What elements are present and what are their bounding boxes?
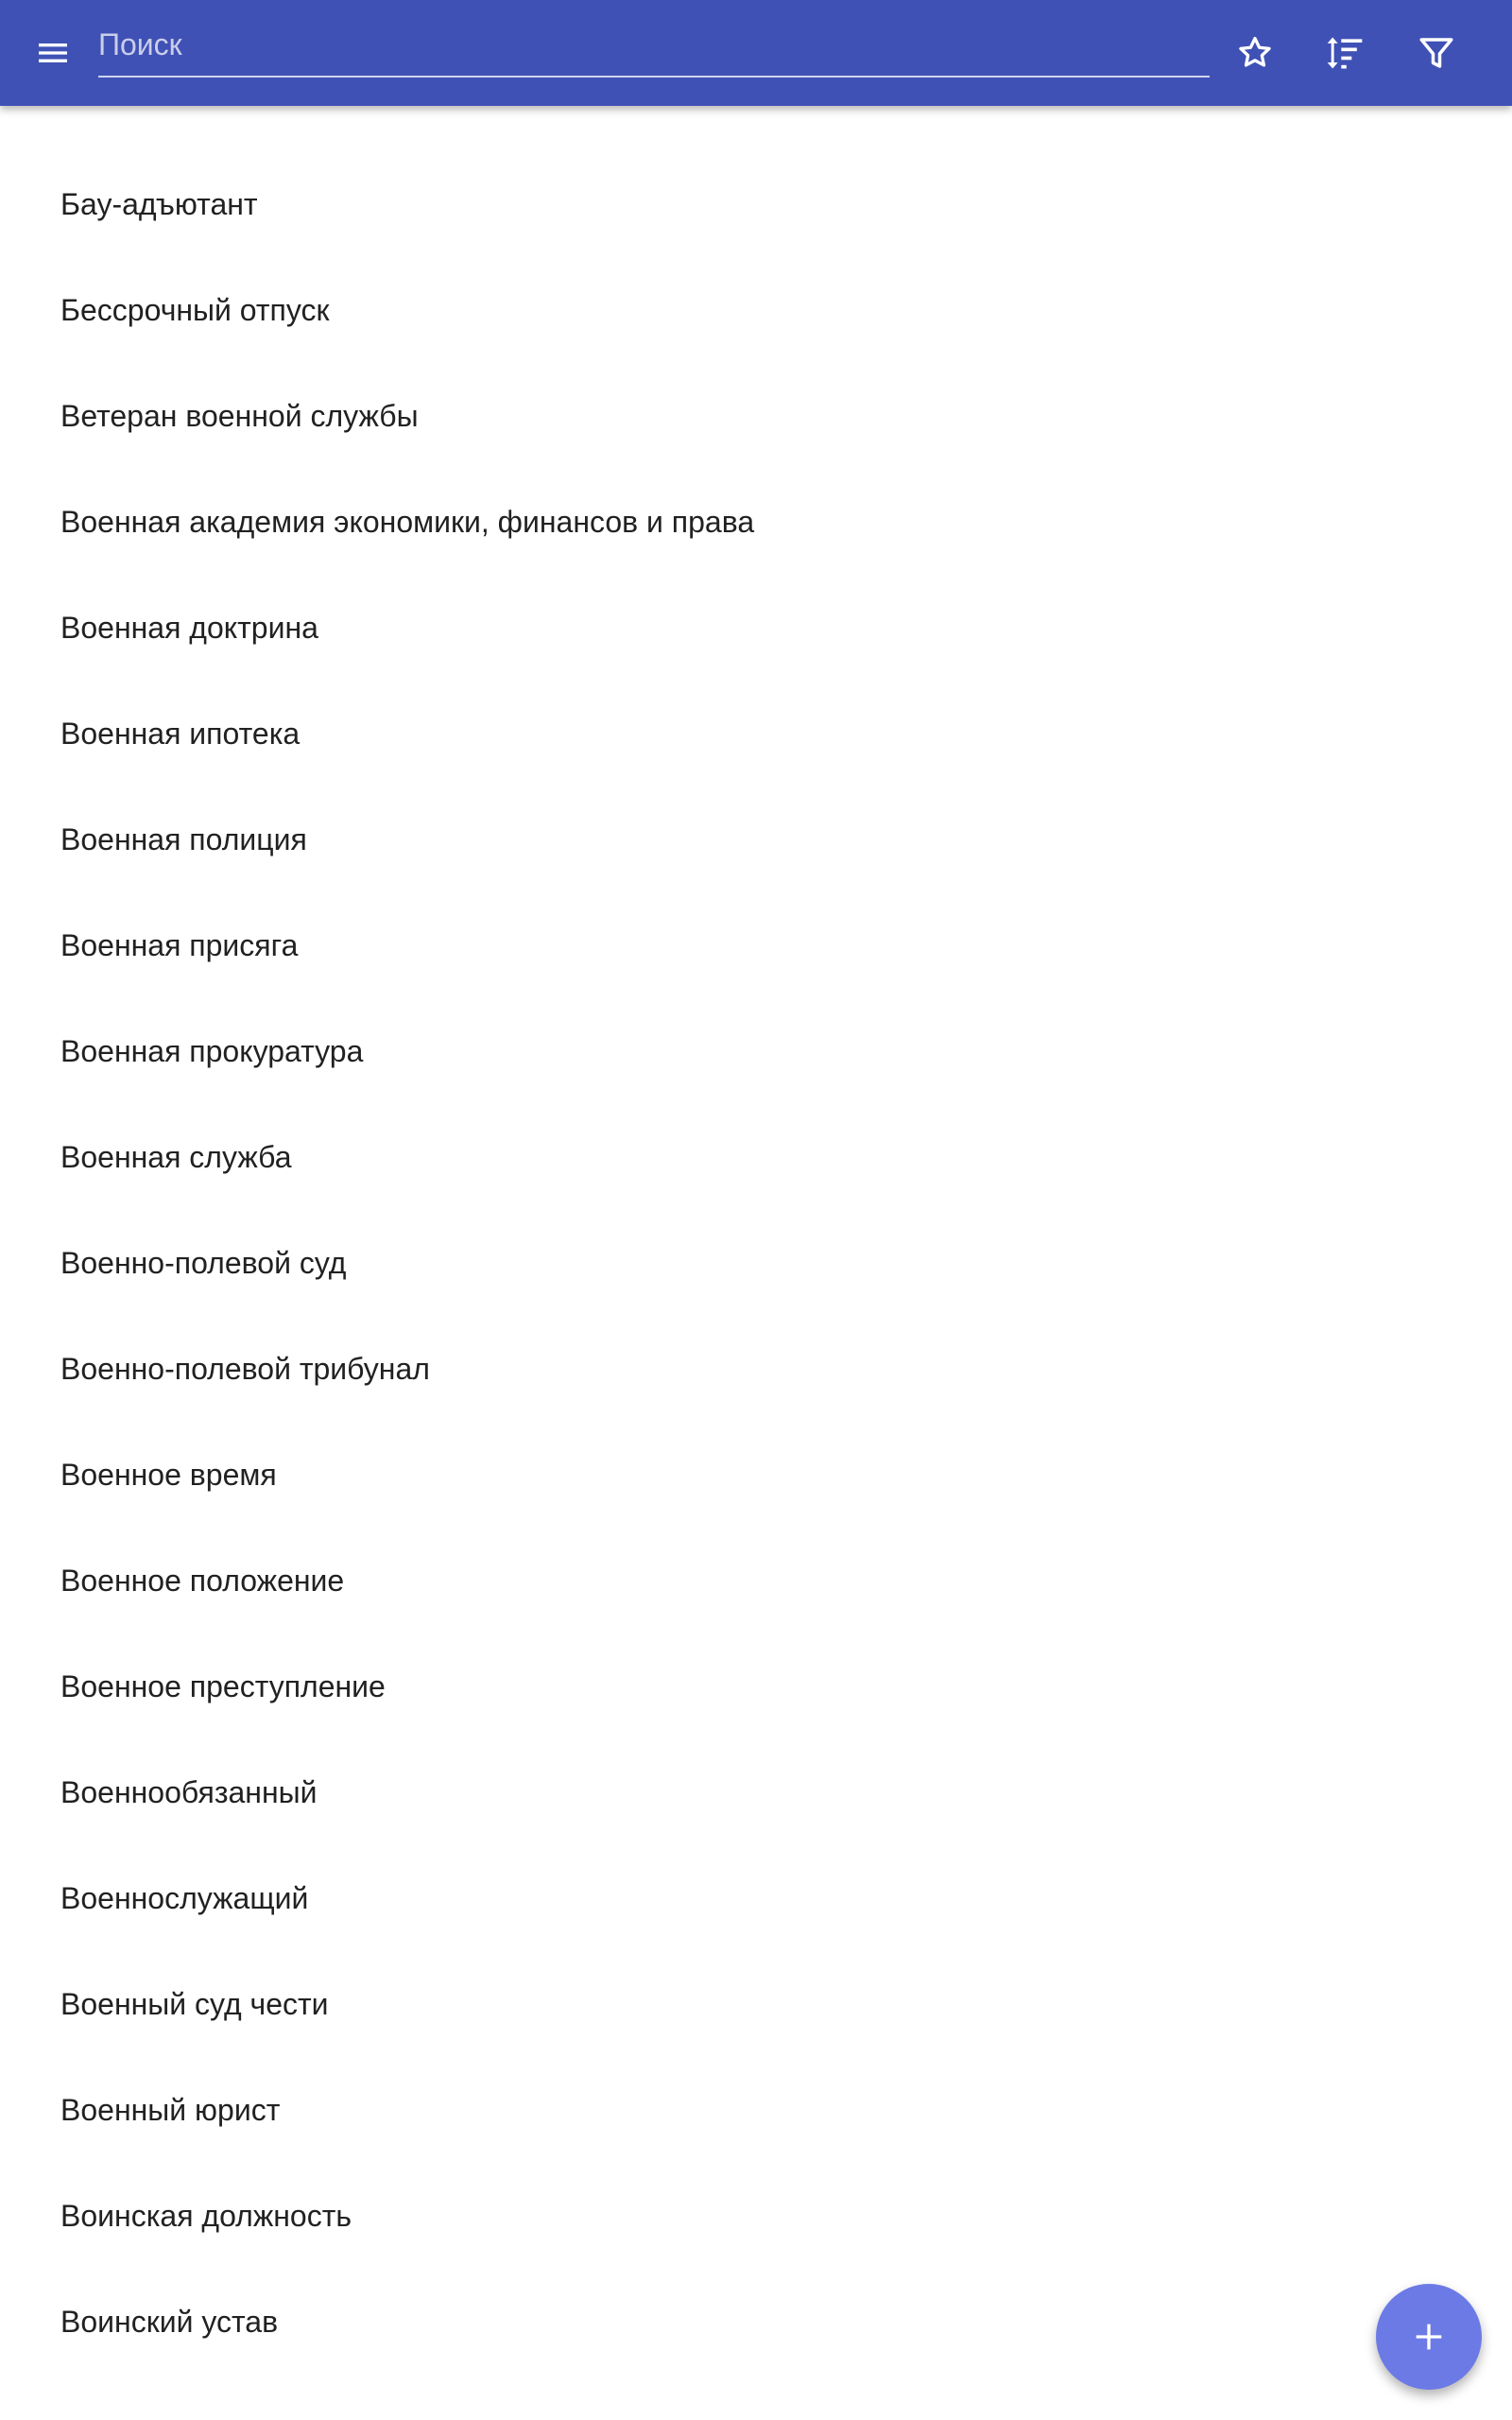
menu-button[interactable] — [25, 25, 81, 81]
app-bar — [0, 0, 1512, 106]
list-item[interactable]: Военная ипотека — [60, 717, 301, 751]
list-item[interactable]: Ветеран военной службы — [60, 399, 419, 433]
add-term-button[interactable] — [1376, 2284, 1482, 2390]
star-outline-icon — [1235, 33, 1275, 73]
plus-icon — [1410, 2318, 1448, 2356]
list-item[interactable]: Бессрочный отпуск — [60, 293, 330, 327]
filter-button[interactable] — [1408, 25, 1465, 81]
list-item[interactable]: Военнослужащий — [60, 1881, 309, 1915]
term-list — [0, 151, 1512, 2375]
list-item[interactable]: Военнообязанный — [60, 1775, 318, 1809]
list-item[interactable]: Военное время — [60, 1458, 277, 1492]
sort-icon — [1324, 32, 1366, 74]
list-item[interactable]: Воинская должность — [60, 2199, 352, 2233]
list-item[interactable]: Военно-полевой трибунал — [60, 1352, 430, 1386]
list-item[interactable]: Военный суд чести — [60, 1987, 329, 2021]
list-item[interactable]: Бау-адъютант — [60, 187, 258, 221]
list-item[interactable]: Военно-полевой суд — [60, 1246, 347, 1280]
menu-icon — [34, 34, 72, 72]
sort-button[interactable] — [1316, 25, 1373, 81]
list-item[interactable]: Военная прокуратура — [60, 1034, 364, 1068]
search-field — [98, 17, 1210, 78]
list-item[interactable]: Военная служба — [60, 1140, 292, 1174]
favorites-button[interactable] — [1227, 25, 1283, 81]
list-item[interactable]: Военная присяга — [60, 928, 299, 962]
list-item[interactable]: Военное положение — [60, 1564, 345, 1598]
list-item[interactable]: Военная доктрина — [60, 611, 318, 645]
list-item[interactable]: Военная академия экономики, финансов и права — [60, 505, 755, 539]
list-item[interactable]: Военная полиция — [60, 822, 307, 856]
search-input[interactable] — [98, 17, 1210, 72]
filter-icon — [1417, 33, 1456, 73]
list-item[interactable]: Воинский устав — [60, 2305, 279, 2339]
list-item[interactable]: Военный юрист — [60, 2093, 281, 2127]
list-item[interactable]: Военное преступление — [60, 1669, 386, 1703]
